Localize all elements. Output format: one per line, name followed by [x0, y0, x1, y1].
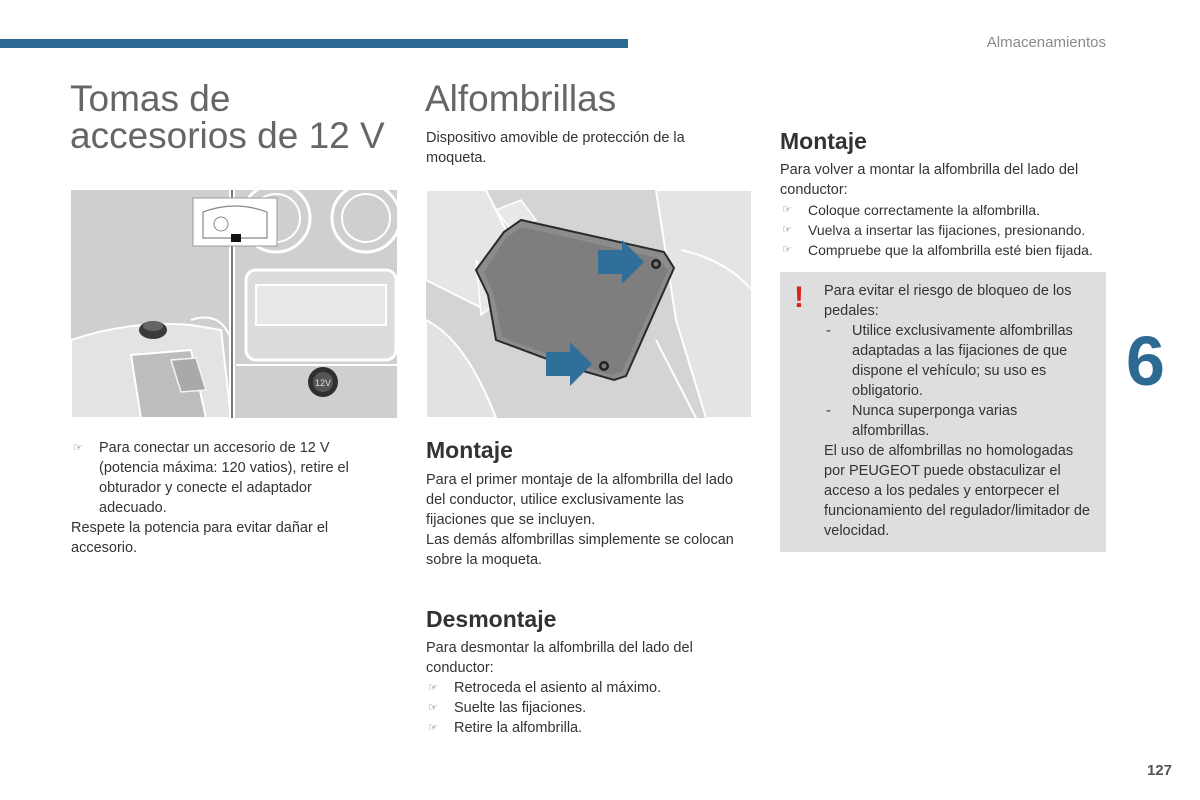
list-item: ☞ Vuelva a insertar las fijaciones, presionando. — [782, 222, 1086, 238]
pointing-hand-icon: ☞ — [782, 204, 792, 216]
desmontaje-intro: Para desmontar la alfombrilla del lado del conductor: — [426, 640, 693, 676]
pointing-hand-icon: ☞ — [782, 224, 792, 236]
power-note: Respete la potencia para evitar dañar el accesorio. — [71, 520, 329, 556]
list-item: ☞ Coloque correctamente la alfombrilla. — [782, 202, 1040, 218]
warning-box — [780, 272, 1106, 552]
pointing-hand-icon: ☞ — [782, 244, 792, 256]
warning-intro: Para evitar el riesgo de bloqueo de los pedales: — [824, 283, 1072, 319]
list-item: ☞ Para conectar un accesorio de 12 V (potencia máxima: 120 vatios), retire el obturador y conecte el adaptador adecuado. — [73, 440, 349, 516]
list-item: ☞ Retroceda el asiento al máximo. — [428, 680, 662, 696]
pointing-hand-icon: ☞ — [428, 702, 438, 714]
title-12v-sockets: Tomas de accesorios de 12 V — [70, 78, 385, 156]
list-item: - Nunca superponga varias alfombrillas. — [826, 403, 1018, 439]
refit-body — [780, 160, 1110, 260]
chapter-number: 6 — [1126, 322, 1165, 400]
floor-mat-illustration — [426, 190, 752, 418]
warning-text — [824, 281, 1096, 541]
page-number: 127 — [1146, 762, 1172, 779]
refit-intro: Para volver a montar la alfombrilla del lado del conductor: — [780, 162, 1079, 198]
header-accent-bar — [0, 39, 628, 48]
warning-outro: El uso de alfombrillas no homologadas por PEUGEOT puede obstaculizar el acceso a los pedales y entorpecer el funcionamiento del regulador/limitador de velocidad. — [824, 443, 1090, 539]
pointing-hand-icon: ☞ — [73, 442, 83, 454]
list-item: - Utilice exclusivamente alfombrillas adaptadas a las fijaciones de que dispone el vehículo; su uso es obligatorio. — [826, 323, 1073, 399]
left-bullet-list — [71, 438, 371, 558]
list-item: ☞ Suelte las fijaciones. — [428, 700, 587, 716]
list-item: ☞ Compruebe que la alfombrilla esté bien fijada. — [782, 242, 1093, 258]
refit-heading: Montaje — [780, 128, 867, 154]
desmontaje-heading: Desmontaje — [426, 606, 557, 632]
socket-illustration — [71, 190, 397, 418]
montaje-text: Para el primer montaje de la alfombrilla del lado del conductor, utilice exclusivamente las fijaciones que se incluyen. — [426, 472, 734, 528]
exclamation-icon: ! — [794, 281, 804, 314]
title-floor-mats: Alfombrillas — [425, 78, 617, 119]
montaje-body — [426, 470, 746, 570]
pointing-hand-icon: ☞ — [428, 722, 438, 734]
desmontaje-body — [426, 638, 746, 738]
montaje-heading: Montaje — [426, 437, 513, 463]
floor-mats-intro: Dispositivo amovible de protección de la moqueta. — [426, 130, 685, 166]
section-name: Almacenamientos — [986, 34, 1106, 51]
pointing-hand-icon: ☞ — [428, 682, 438, 694]
montaje-text-other: Las demás alfombrillas simplemente se colocan sobre la moqueta. — [426, 532, 734, 568]
list-item: ☞ Retire la alfombrilla. — [428, 720, 583, 736]
socket-label: 12V — [314, 378, 332, 388]
